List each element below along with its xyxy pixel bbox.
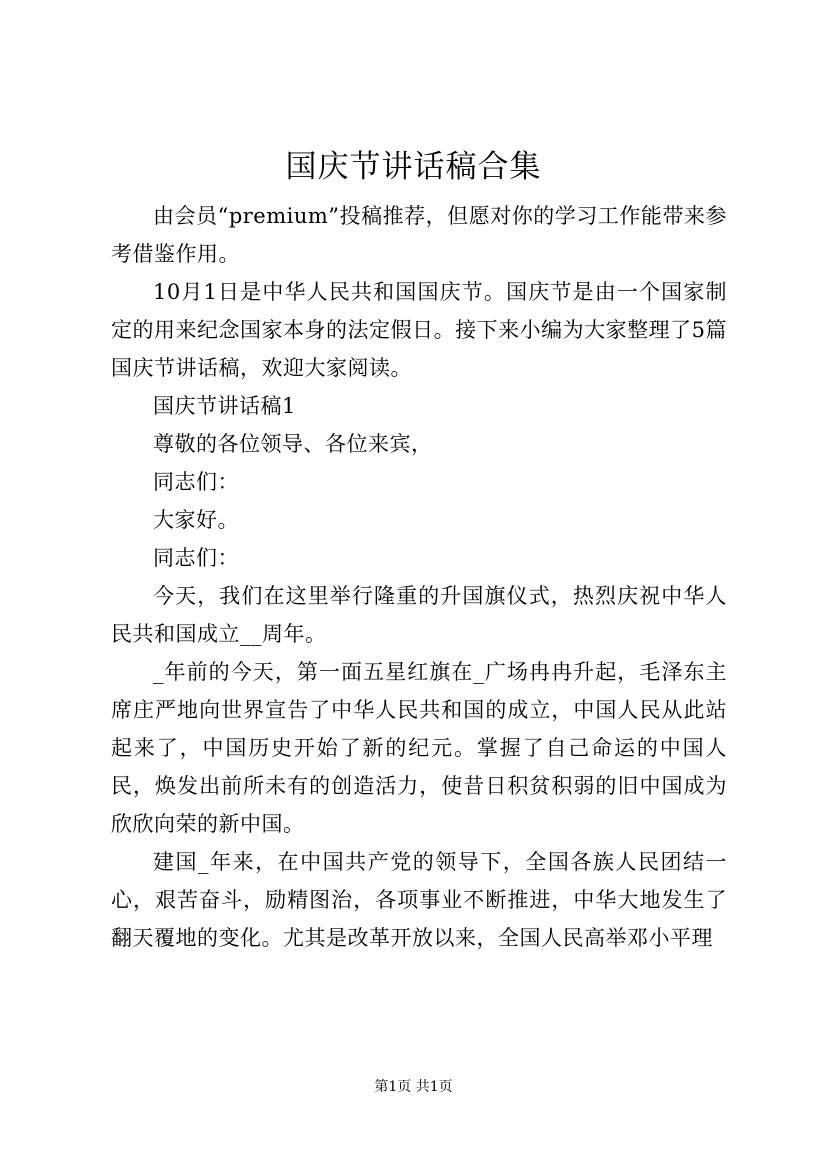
- section-heading: 国庆节讲话稿1: [153, 394, 296, 418]
- paragraph-development: 建国_年来，在中国共产党的领导下，全国各族人民团结一心，艰苦奋斗，励精图治，各项事业不断推进，中华大地发生了翻天覆地的变化。尤其是改革开放以来，全国人民高举邓小平理: [111, 850, 727, 950]
- document-body: [111, 197, 727, 957]
- document-title: 国庆节讲话稿合集: [285, 149, 542, 185]
- salutation: 尊敬的各位领导、各位来宾，: [153, 432, 433, 456]
- salutation-comrades: 同志们：: [153, 470, 239, 494]
- page-footer: 第1页 共1页: [374, 1079, 453, 1095]
- paragraph-ceremony: 今天，我们在这里举行隆重的升国旗仪式，热烈庆祝中华人民共和国成立__周年。: [111, 584, 727, 646]
- greeting: 大家好。: [153, 508, 239, 532]
- paragraph-history: _年前的今天，第一面五星红旗在_广场冉冉升起，毛泽东主席庄严地向世界宣告了中华人民共和国的成立，中国人民从此站起来了，中国历史开始了新的纪元。掌握了自己命运的中国人民，焕发出前所未有的创造活力，使昔日积贫积弱的旧中国成为欣欣向荣的新中国。: [111, 660, 727, 836]
- paragraph-intro: 由会员“premium”投稿推荐，但愿对你的学习工作能带来参考借鉴作用。: [111, 204, 727, 266]
- salutation-comrades-repeat: 同志们：: [153, 546, 239, 570]
- paragraph-overview: 10月1日是中华人民共和国国庆节。国庆节是由一个国家制定的用来纪念国家本身的法定假日。接下来小编为大家整理了5篇国庆节讲话稿，欢迎大家阅读。: [111, 280, 727, 380]
